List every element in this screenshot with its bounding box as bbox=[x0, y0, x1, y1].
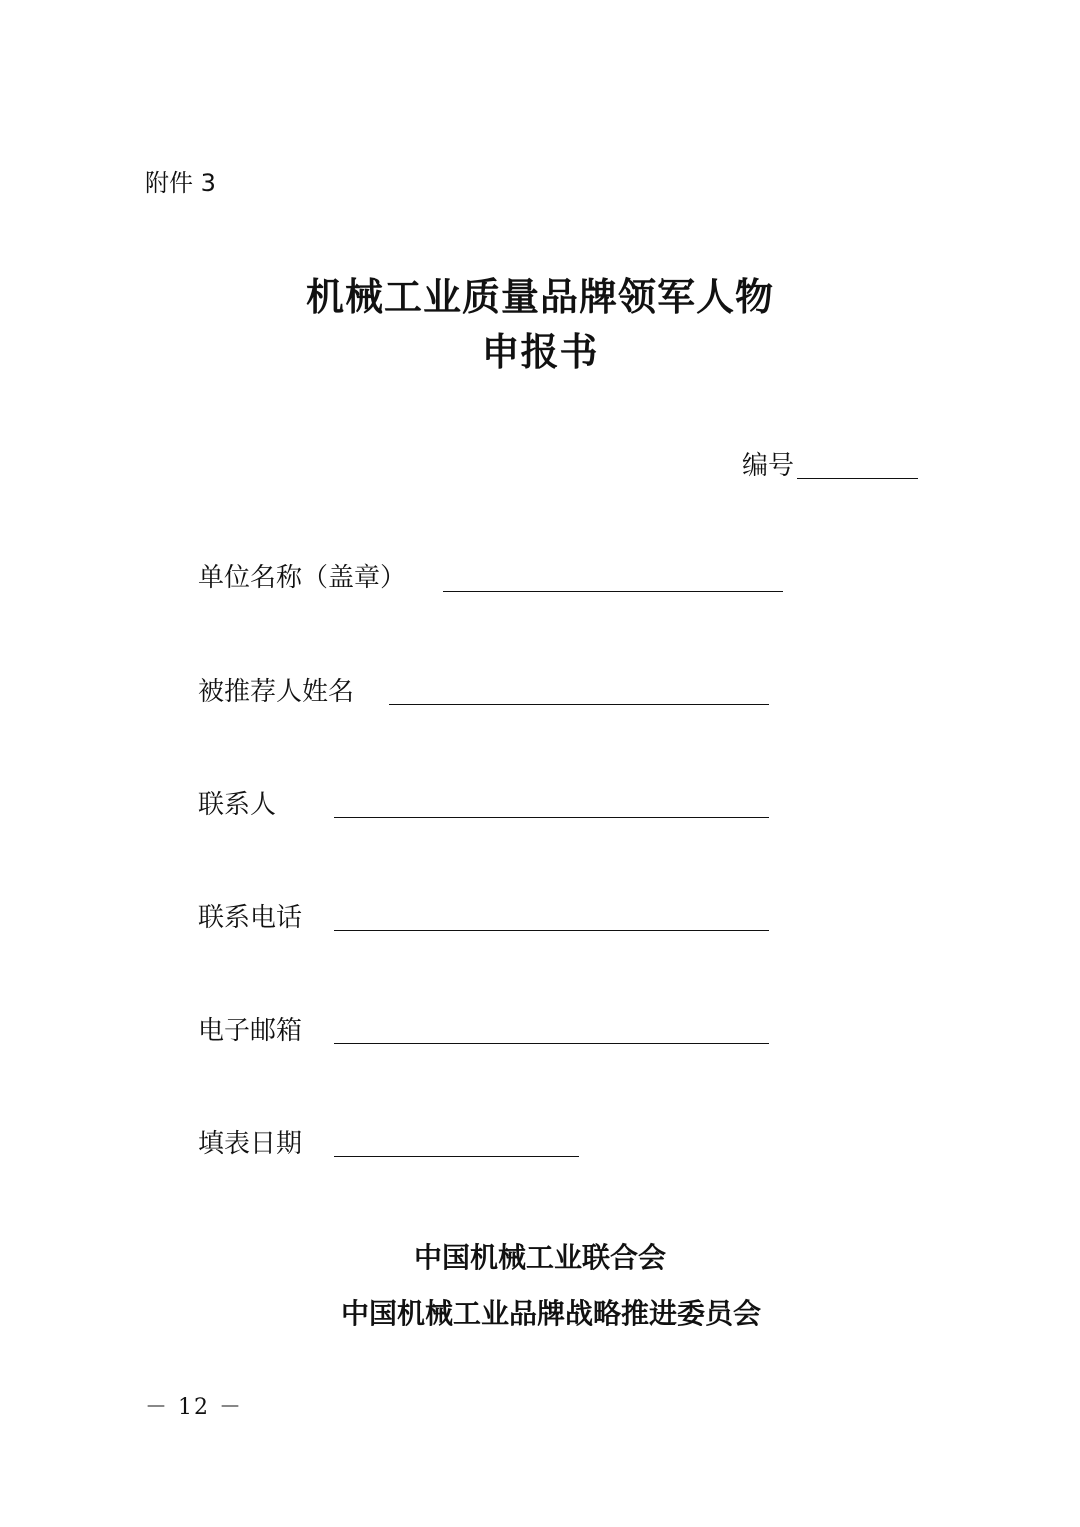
issuer-federation: 中国机械工业联合会 bbox=[413, 1241, 666, 1274]
fill-date-blank-line bbox=[334, 1156, 579, 1157]
contact-person-blank-line bbox=[334, 817, 769, 818]
document-title-line-1: 机械工业质量品牌领军人物 bbox=[305, 275, 774, 319]
serial-number-blank-line bbox=[797, 478, 918, 479]
attachment-label: 附件 3 bbox=[145, 169, 216, 197]
serial-number-label: 编号 bbox=[742, 451, 795, 481]
issuer-brand-committee: 中国机械工业品牌战略推进委员会 bbox=[340, 1297, 761, 1330]
contact-phone-label: 联系电话 bbox=[198, 903, 303, 933]
nominee-name-label: 被推荐人姓名 bbox=[198, 677, 355, 707]
nominee-name-blank-line bbox=[389, 704, 769, 705]
unit-name-blank-line bbox=[443, 591, 783, 592]
unit-name-label: 单位名称（盖章） bbox=[198, 563, 407, 593]
contact-person-label: 联系人 bbox=[198, 790, 277, 820]
email-label: 电子邮箱 bbox=[198, 1016, 303, 1046]
contact-phone-blank-line bbox=[334, 930, 769, 931]
page-number: － 12 － bbox=[145, 1395, 243, 1420]
fill-date-label: 填表日期 bbox=[198, 1129, 303, 1159]
email-blank-line bbox=[334, 1043, 769, 1044]
document-title-line-2: 申报书 bbox=[481, 330, 599, 374]
